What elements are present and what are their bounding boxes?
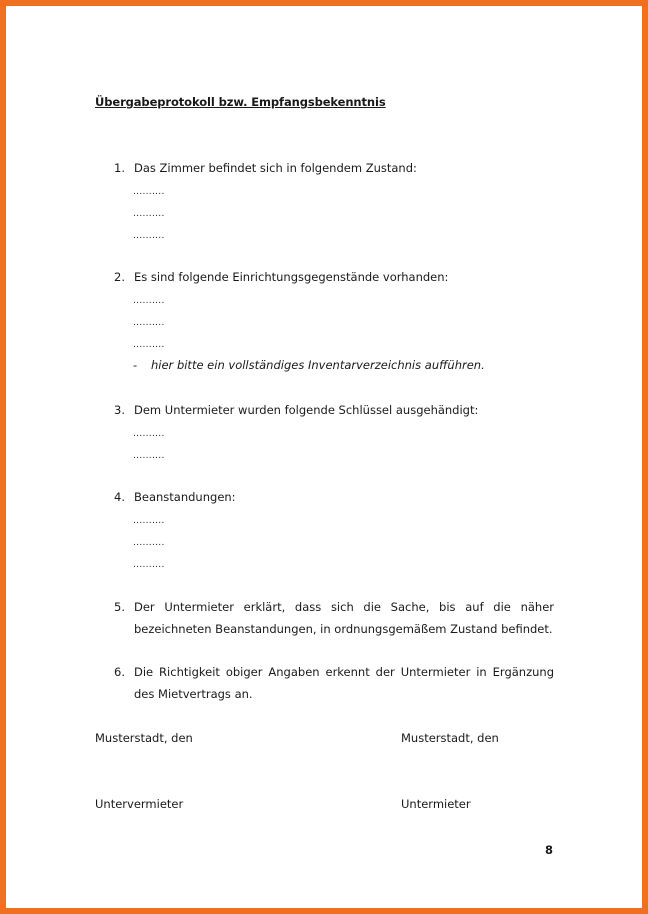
item-1 <box>114 161 417 175</box>
item-1-number: 1. <box>114 161 125 175</box>
placeholder-line: .......... <box>133 231 165 241</box>
item-3-text: Dem Untermieter wurden folgende Schlüssel ausgehändigt: <box>134 403 479 417</box>
placeholder-line: .......... <box>133 516 165 526</box>
item-2-text: Es sind folgende Einrichtungsgegenstände vorhanden: <box>134 270 449 284</box>
document-title: Übergabeprotokoll bzw. Empfangsbekenntnis <box>95 95 386 109</box>
item-2 <box>114 270 448 284</box>
signature-place-right: Musterstadt, den <box>401 731 499 745</box>
placeholder-line: .......... <box>133 340 165 350</box>
item-6-number: 6. <box>114 665 125 679</box>
signature-role-right: Untermieter <box>401 797 471 811</box>
inventory-hint <box>133 358 485 372</box>
item-4-number: 4. <box>114 490 125 504</box>
placeholder-line: .......... <box>133 296 165 306</box>
item-1-text: Das Zimmer befindet sich in folgendem Zustand: <box>134 161 417 175</box>
item-6-text: Die Richtigkeit obiger Angaben erkennt der Untermieter in Ergänzung des Mietvertrags an. <box>134 665 554 701</box>
item-3-number: 3. <box>114 403 125 417</box>
signature-role-left: Untervermieter <box>95 797 184 811</box>
page-number: 8 <box>545 843 554 857</box>
placeholder-line: .......... <box>133 560 165 570</box>
hint-dash: - <box>133 358 138 372</box>
item-3 <box>114 403 478 417</box>
placeholder-line: .......... <box>133 538 165 548</box>
placeholder-line: .......... <box>133 429 165 439</box>
item-4 <box>114 490 236 504</box>
placeholder-line: .......... <box>133 209 165 219</box>
placeholder-line: .......... <box>133 187 165 197</box>
signature-place-left: Musterstadt, den <box>95 731 193 745</box>
placeholder-line: .......... <box>133 318 165 328</box>
item-2-number: 2. <box>114 270 125 284</box>
hint-text: hier bitte ein vollständiges Inventarverzeichnis aufführen. <box>151 358 485 372</box>
item-5-text: Der Untermieter erklärt, dass sich die Sache, bis auf die näher bezeichneten Beanstandungen, in ordnungsgemäßem Zustand befindet. <box>134 600 554 636</box>
placeholder-line: .......... <box>133 451 165 461</box>
item-5 <box>114 596 554 640</box>
item-5-number: 5. <box>114 600 125 614</box>
item-4-text: Beanstandungen: <box>134 490 236 504</box>
item-6 <box>114 661 554 705</box>
